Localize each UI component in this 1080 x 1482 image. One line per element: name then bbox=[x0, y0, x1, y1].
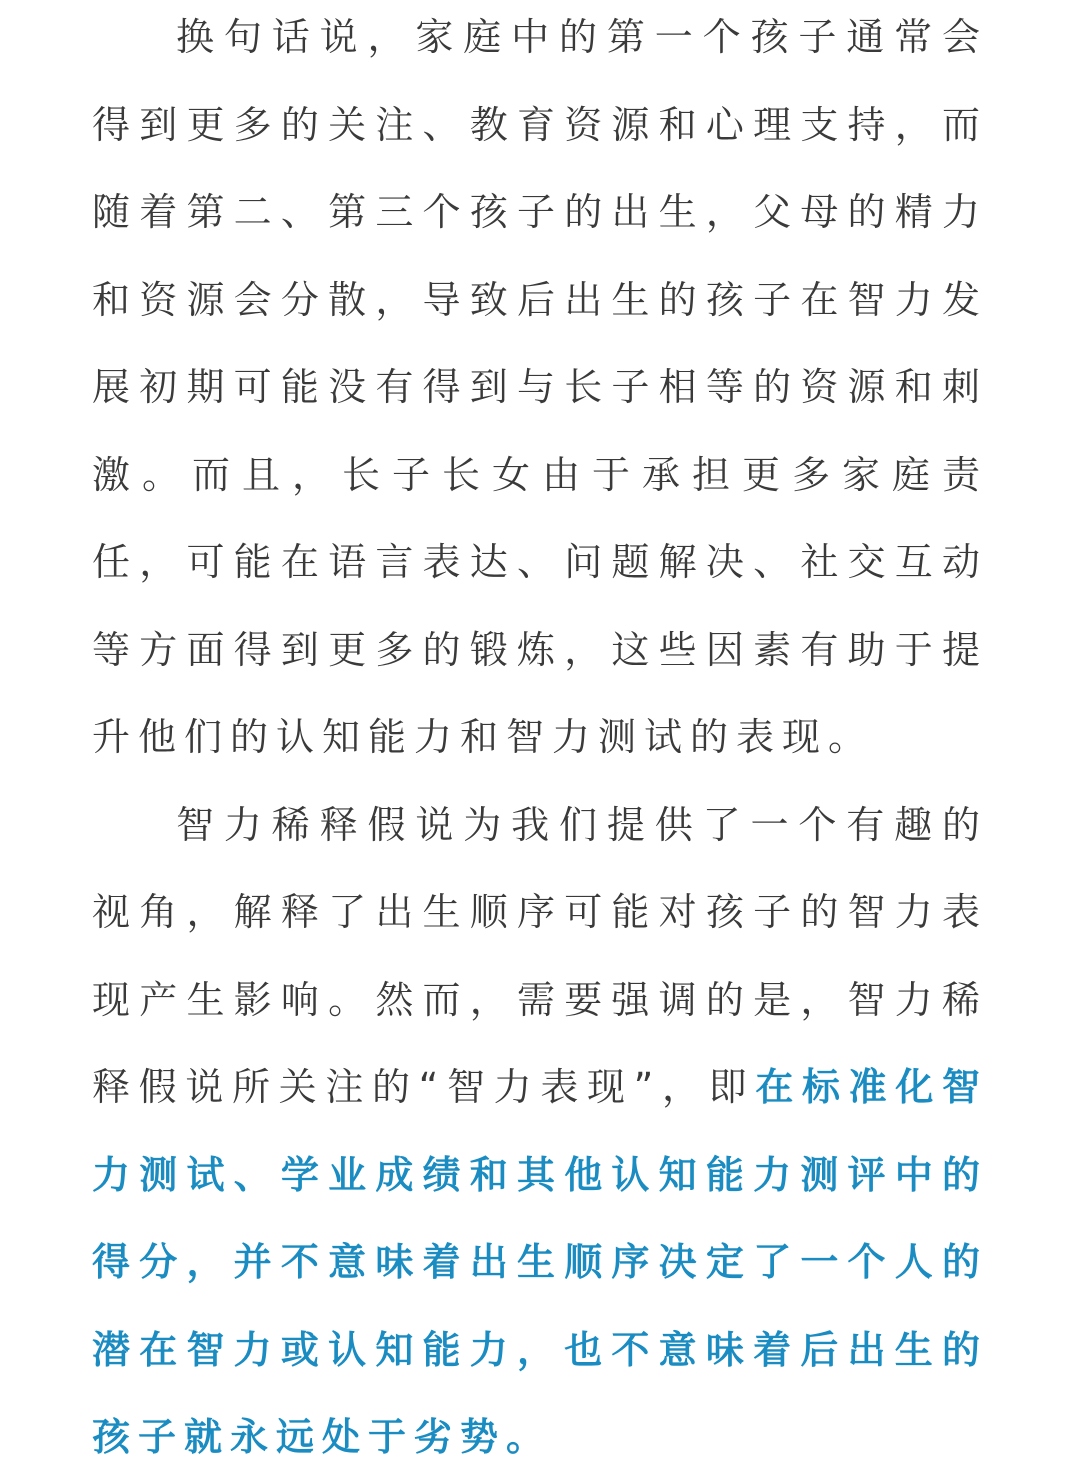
paragraph-birth-order-resources bbox=[92, 0, 988, 782]
paragraph-text: 换句话说，家庭中的第一个孩子通常会得到更多的关注、教育资源和心理支持，而随着第二、第三个孩子的出生，父母的精力和资源会分散，导致后出生的孩子在智力发展初期可能没有得到与长子相等的资源和刺激。而且，长子长女由于承担更多家庭责任，可能在语言表达、问题解决、社交互动等方面得到更多的锻炼，这些因素有助于提升他们的认知能力和智力测试的表现。 bbox=[92, 15, 988, 759]
paragraph-text: 智力稀释假说为我们提供了一个有趣的视角，解释了出生顺序可能对孩子的智力表现产生影响。然而，需要强调的是，智力稀释假说所关注的“智力表现”，即 bbox=[92, 802, 988, 1109]
paragraph-dilution-hypothesis bbox=[92, 782, 988, 1482]
highlighted-text: 在标准化智力测试、学业成绩和其他认知能力测评中的得分，并不意味着出生顺序决定了一个人的潜在智力或认知能力，也不意味着后出生的孩子就永远处于劣势。 bbox=[92, 1065, 988, 1459]
article-body bbox=[92, 0, 988, 1482]
